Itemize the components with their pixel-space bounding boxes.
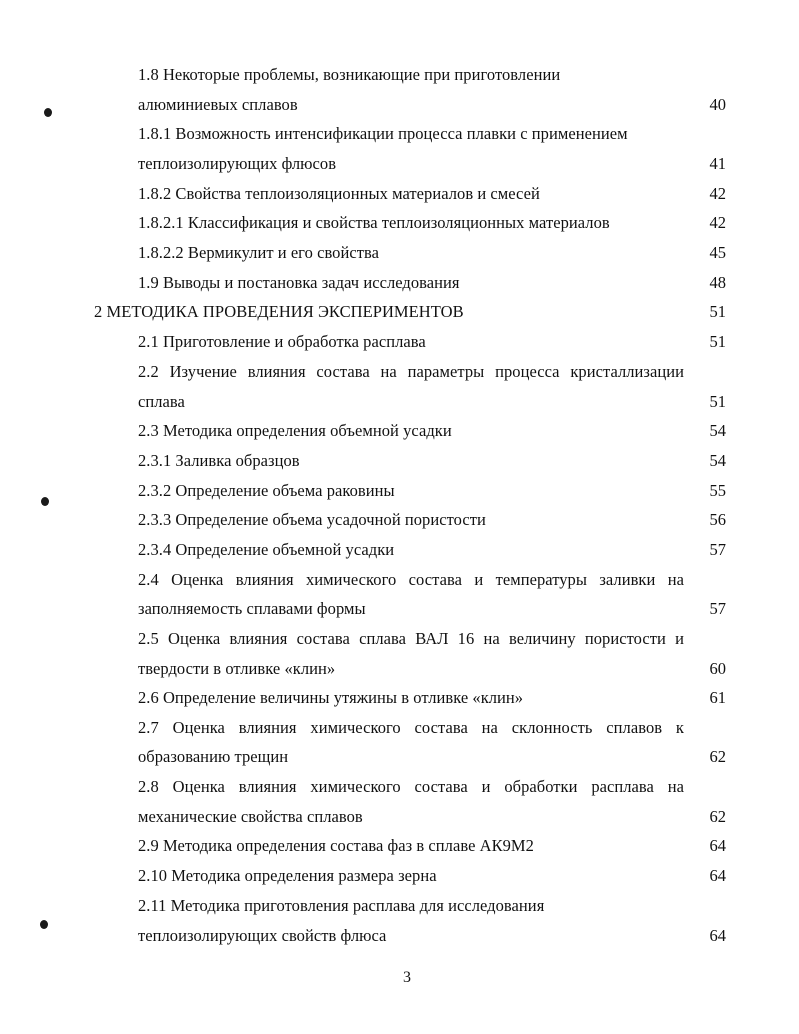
toc-page-number: 62 [709,807,726,826]
toc-page-number: 45 [709,243,726,262]
toc-entry-1-8-2-2: 1.8.2.2 Вермикулит и его свойства [138,243,379,262]
toc-page-number: 51 [709,302,726,321]
toc-page-number: 40 [709,95,726,114]
toc-page-number: 51 [709,392,726,411]
toc-page-number: 62 [709,747,726,766]
toc-entry-1-8-1: 1.8.1 Возможность интенсификации процесса плавки с применением [138,124,628,143]
toc-entry-1-8: 1.8 Некоторые проблемы, возникающие при приготовлении [138,65,561,84]
toc-page-number: 60 [709,659,726,678]
toc-page-number: 42 [709,213,726,232]
toc-page-number: 56 [709,510,726,529]
toc-entry-2-2-cont: сплава [138,392,185,411]
toc-entry-1-8-cont: алюминиевых сплавов [138,95,298,114]
toc-page-number: 61 [709,688,726,707]
toc-entry-2-8: 2.8 Оценка влияния химического состава и обработки расплава на [138,777,684,796]
toc-entry-2-3-4: 2.3.4 Определение объемной усадки [138,540,395,559]
toc-entry-2-4-cont: заполняемость сплавами формы [138,599,366,618]
toc-entry-2-3-2: 2.3.2 Определение объема раковины [138,481,395,500]
toc-entry-1-8-1-cont: теплоизолирующих флюсов [138,154,337,173]
toc-page-number: 64 [709,836,726,855]
toc-entry-2-6: 2.6 Определение величины утяжины в отливке «клин» [138,688,524,707]
toc-entry-2-7-cont: образованию трещин [138,747,289,766]
toc-page-number: 51 [709,332,726,351]
toc-page-number: 41 [709,154,726,173]
toc-page-number: 64 [709,866,726,885]
toc-entry-2-5: 2.5 Оценка влияния состава сплава ВАЛ 16 на величину пористости и [138,629,684,648]
page-number: 3 [403,969,411,986]
toc-entry-2-11-cont: теплоизолирующих свойств флюса [138,926,387,945]
toc-entry-2-3: 2.3 Методика определения объемной усадки [138,421,452,440]
toc-entry-2-11: 2.11 Методика приготовления расплава для исследования [138,896,545,915]
toc-page-number: 57 [709,599,726,618]
toc-page-number: 42 [709,184,726,203]
toc-entry-2-5-cont: твердости в отливке «клин» [138,659,336,678]
toc-page-number: 48 [709,273,726,292]
toc-chapter-2: 2 МЕТОДИКА ПРОВЕДЕНИЯ ЭКСПЕРИМЕНТОВ [94,302,464,321]
toc-entry-2-3-3: 2.3.3 Определение объема усадочной пористости [138,510,486,529]
toc-entry-2-1: 2.1 Приготовление и обработка расплава [138,332,426,351]
toc-page-number: 64 [709,926,726,945]
toc-page-number: 54 [709,421,726,440]
toc-page-number: 54 [709,451,726,470]
toc-page-number: 57 [709,540,726,559]
toc-entry-2-4: 2.4 Оценка влияния химического состава и температуры заливки на [138,570,684,589]
toc-entry-2-2: 2.2 Изучение влияния состава на параметры процесса кристаллизации [138,362,684,381]
toc-entry-1-8-2: 1.8.2 Свойства теплоизоляционных материалов и смесей [138,184,540,203]
toc-entry-1-9: 1.9 Выводы и постановка задач исследования [138,273,460,292]
toc-entry-2-3-1: 2.3.1 Заливка образцов [138,451,300,470]
toc-entry-2-8-cont: механические свойства сплавов [138,807,363,826]
punch-hole-mark [44,108,52,117]
toc-entry-2-7: 2.7 Оценка влияния химического состава на склонность сплавов к [138,718,684,737]
toc-page-number: 55 [709,481,726,500]
toc-entry-2-10: 2.10 Методика определения размера зерна [138,866,437,885]
toc-entry-1-8-2-1: 1.8.2.1 Классификация и свойства теплоизоляционных материалов [138,213,610,232]
toc-entry-2-9: 2.9 Методика определения состава фаз в сплаве АК9М2 [138,836,534,855]
punch-hole-mark [41,497,49,506]
punch-hole-mark [40,920,48,929]
